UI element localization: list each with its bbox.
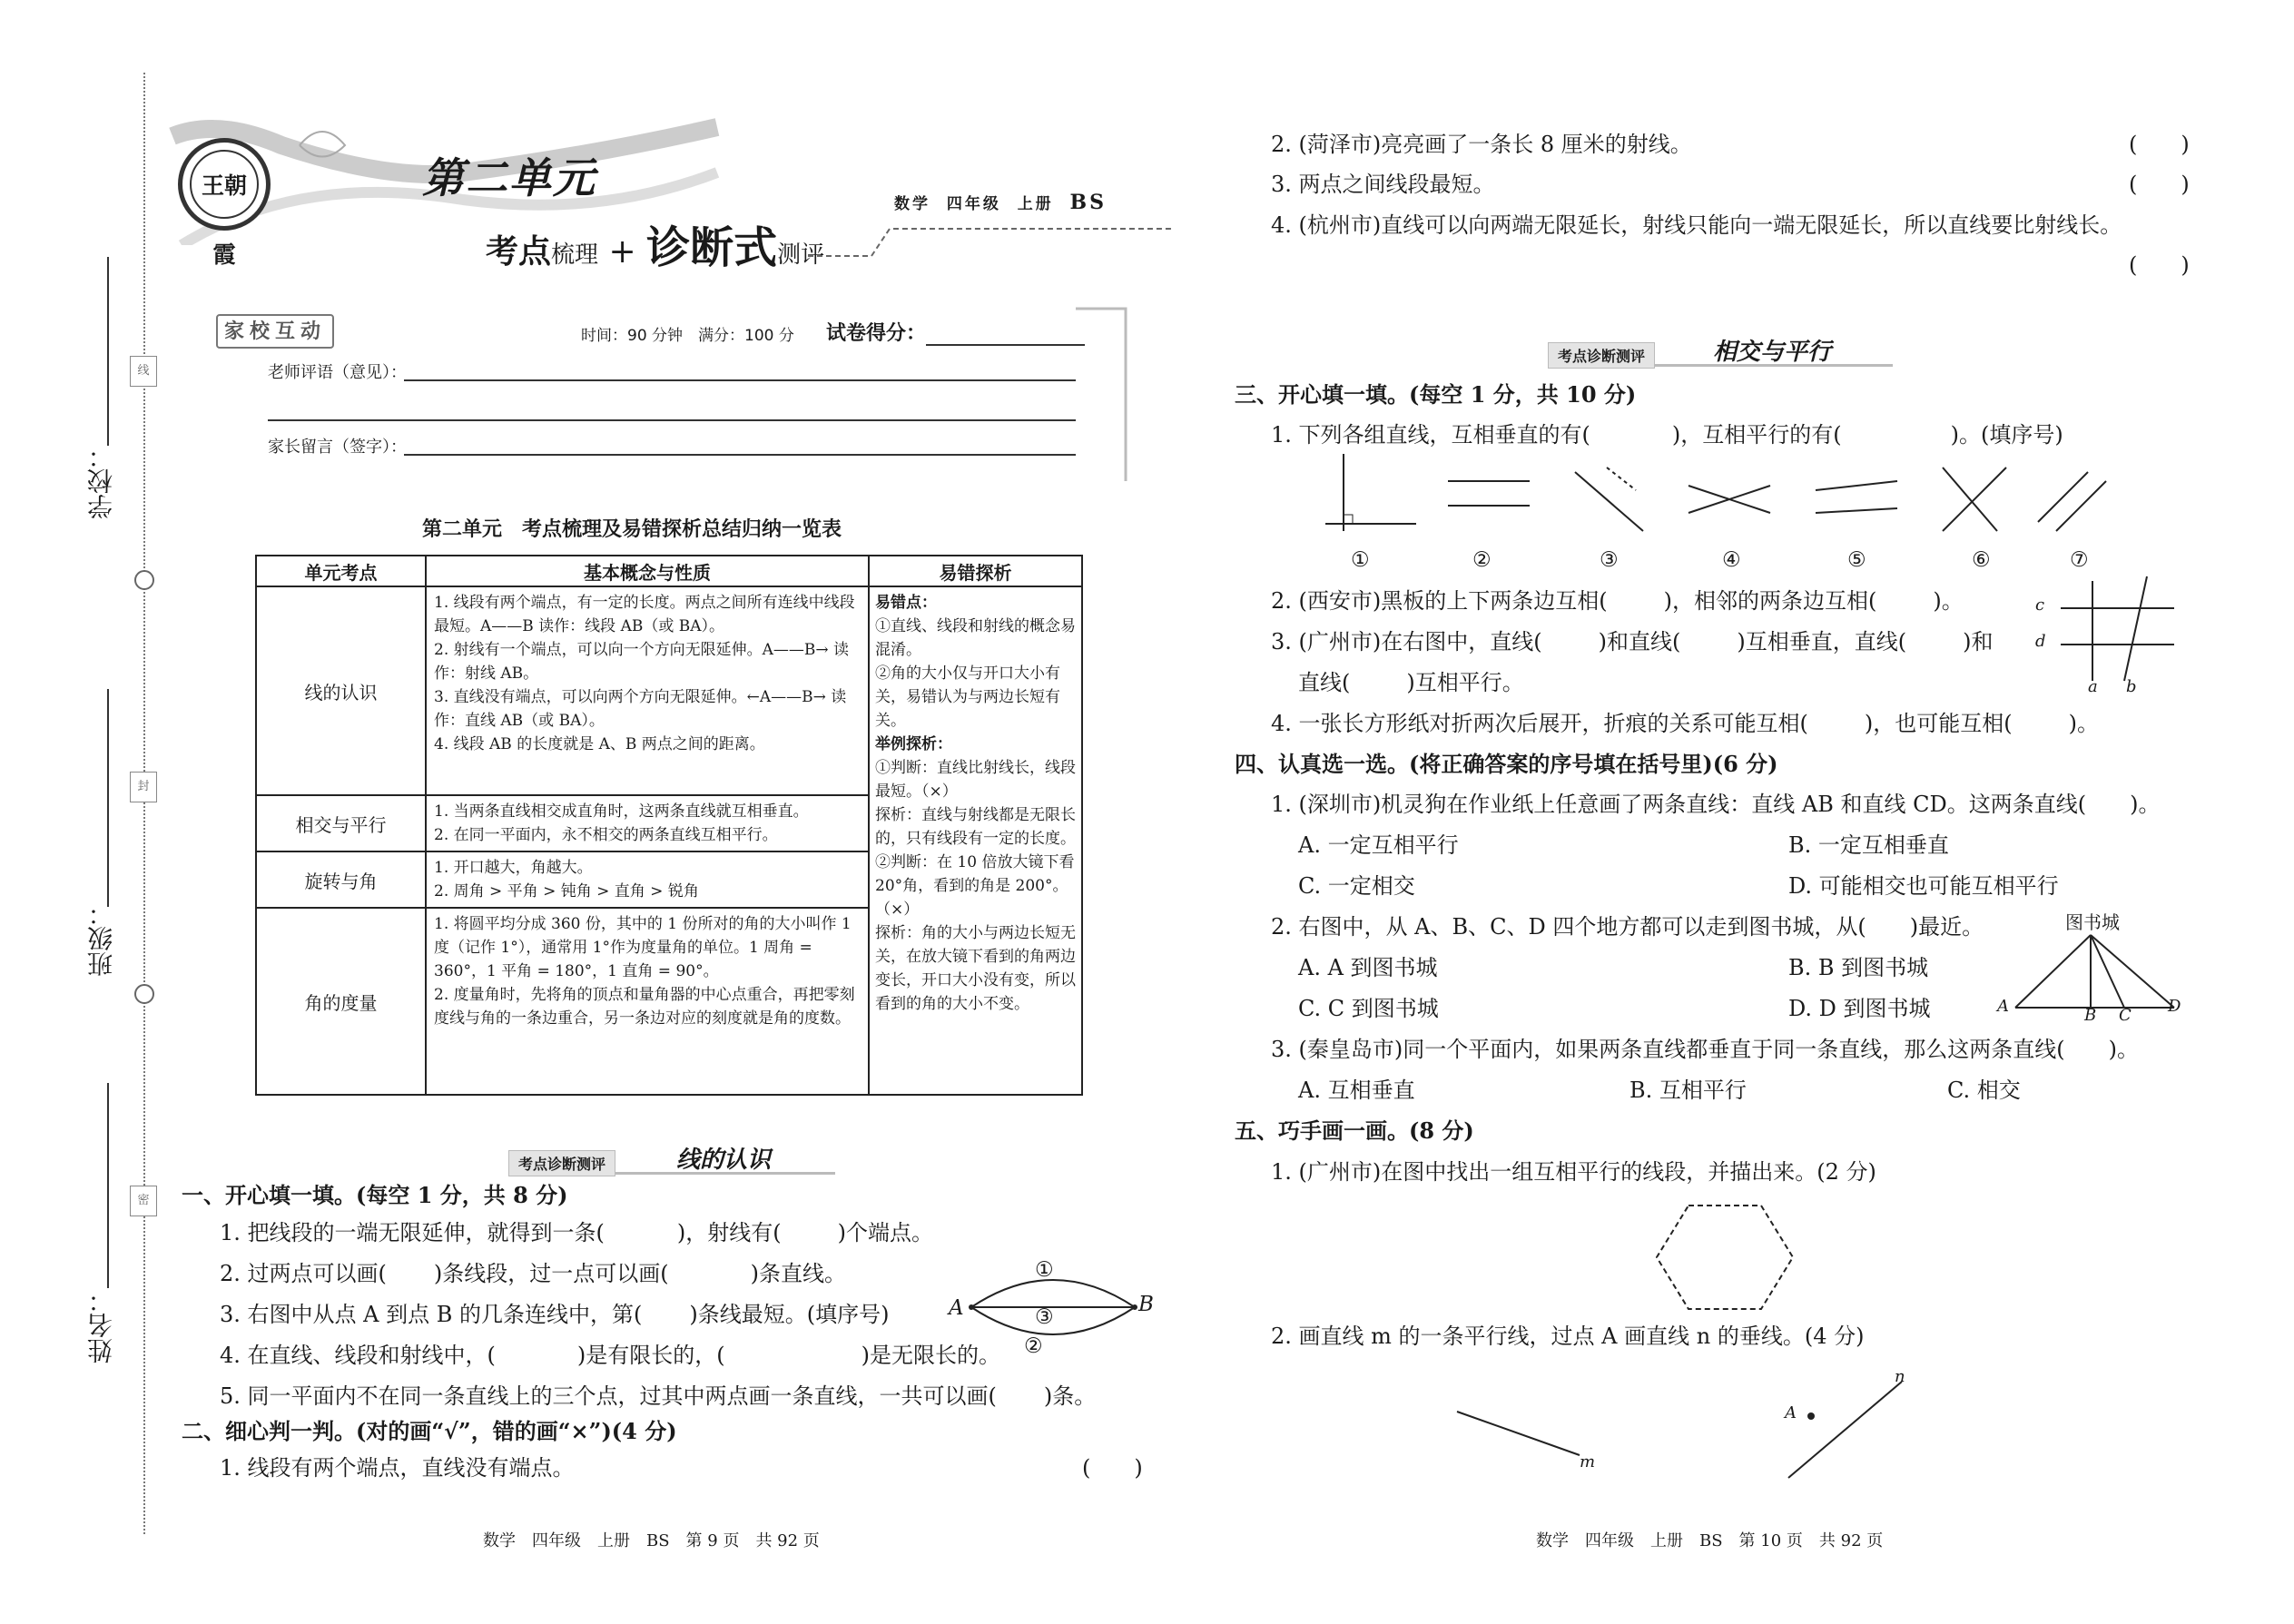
- banner-tag: 考点诊断测评: [508, 1150, 615, 1176]
- q-text: 2. 过两点可以画(: [220, 1261, 387, 1286]
- fig-label-b: B: [2084, 1006, 2097, 1025]
- error-line: ①直线、线段和射线的概念易混淆。: [875, 617, 1076, 659]
- concept-cell: [426, 586, 869, 795]
- group-num: ①: [1351, 548, 1370, 572]
- line-groups-figure: [1307, 449, 2151, 540]
- fig-label-point-a: A: [1785, 1403, 1797, 1422]
- teacher-comment-label: 老师评语（意见）：: [268, 363, 407, 382]
- subtitle-d: 测评: [777, 241, 825, 269]
- category-cell: 相交与平行: [256, 795, 426, 851]
- question-4: [220, 1340, 1000, 1371]
- full-score-text: 满分：100 分: [698, 327, 794, 345]
- group-num: ④: [1722, 548, 1741, 572]
- table-header: 单元考点: [256, 556, 426, 586]
- error-line: 易错点：: [875, 594, 937, 612]
- logo-text: 王朝霞: [190, 150, 259, 219]
- choice-1-opt-b[interactable]: B. 一定互相垂直: [1788, 832, 1949, 858]
- q-text: 2. (西安市)黑板的上下两条边互相(: [1271, 588, 1608, 614]
- fig-label-c: C: [2119, 1006, 2132, 1025]
- q-text: )条直线。: [750, 1261, 846, 1286]
- footer-left: 数学 四年级 上册 BS 第 9 页 共 92 页: [483, 1531, 820, 1550]
- question-3: [220, 1299, 889, 1330]
- summary-title: 第二单元 考点梳理及易错探析总结归纳一览表: [422, 518, 842, 541]
- choice-2-opt-b[interactable]: B. B 到图书城: [1788, 955, 1929, 980]
- exam-time: [581, 322, 794, 345]
- fill-3: [1271, 626, 1993, 657]
- choice-2-opt-d[interactable]: D. D 到图书城: [1788, 996, 1931, 1021]
- choice-3-opt-c[interactable]: C. 相交: [1947, 1078, 2021, 1103]
- seal-mark: 密: [130, 1186, 157, 1216]
- publisher-logo: [178, 138, 271, 268]
- q-text: 4. 在直线、线段和射线中，(: [220, 1343, 496, 1368]
- fill-2: [1271, 586, 1964, 616]
- fig-label-a: A: [949, 1296, 964, 1320]
- section-3-heading: 三、开心填一填。(每空 1 分，共 10 分): [1235, 381, 1637, 408]
- q-text: )和直线(: [1598, 629, 1681, 655]
- fig-label-a: A: [1997, 997, 2009, 1016]
- school-field[interactable]: [107, 257, 109, 446]
- subtitle-c: 诊断式: [646, 222, 778, 273]
- error-line: 探析：直线与射线都是无限长的，只有线段有一定的长度。: [875, 806, 1076, 848]
- concept-cell: [426, 851, 869, 908]
- choice-1-opt-a[interactable]: A. 一定互相平行: [1298, 832, 1459, 858]
- family-box-corner: [1071, 300, 1135, 508]
- score-field[interactable]: [926, 344, 1085, 346]
- subtitle-b: 梳理: [551, 241, 599, 269]
- section-banner-lines: [508, 1139, 835, 1179]
- hexagon-figure[interactable]: [1652, 1198, 1797, 1316]
- judge-4-paren[interactable]: ( ): [2129, 252, 2190, 278]
- judge-1-paren[interactable]: ( ): [1082, 1455, 1143, 1481]
- concept-point: 2. 周角 > 平角 > 钝角 > 直角 > 锐角: [434, 882, 699, 901]
- meta-grade: 四年级: [946, 195, 1001, 213]
- meta-edition: BS: [1069, 191, 1108, 214]
- fig-label-m: m: [1580, 1452, 1596, 1471]
- fig-label-d: D: [2168, 997, 2181, 1016]
- section-2-heading: 二、细心判一判。(对的画“√”，错的画“×”)(4 分): [182, 1418, 677, 1444]
- concept-point: 1. 线段有两个端点，有一定的长度。两点之间所有连线中线段最短。A——B 读作：线段 AB（或 BA）。: [434, 594, 855, 635]
- subtitle-plus: +: [608, 233, 636, 271]
- teacher-comment-line-2[interactable]: [268, 419, 1076, 421]
- concept-point: 1. 当两条直线相交成直角时，这两条直线就互相垂直。: [434, 802, 809, 821]
- error-analysis-cell: [869, 586, 1082, 1095]
- group-num: ⑦: [2070, 548, 2089, 572]
- q-text: 3. 右图中从点 A 到点 B 的几条连线中，第(: [220, 1302, 643, 1327]
- choice-1: 1. (深圳市)机灵狗在作业纸上任意画了两条直线：直线 AB 和直线 CD。这两条直线( )。: [1271, 792, 2161, 817]
- banner-title: 相交与平行: [1713, 339, 1832, 366]
- draw-2: 2. 画直线 m 的一条平行线，过点 A 画直线 n 的垂线。(4 分): [1271, 1324, 1865, 1349]
- q-text: )条线最短。(填序号): [689, 1302, 890, 1327]
- concept-point: 3. 直线没有端点，可以向两个方向无限延伸。←A——B→ 读作：直线 AB（或 BA）。: [434, 688, 847, 730]
- parent-comment-field[interactable]: [404, 454, 1076, 456]
- group-num: ⑤: [1847, 548, 1866, 572]
- choice-2-opt-c[interactable]: C. C 到图书城: [1298, 996, 1439, 1021]
- q-text: )，射线有(: [676, 1220, 782, 1245]
- class-field[interactable]: [107, 689, 109, 907]
- judge-2-paren[interactable]: ( ): [2129, 132, 2190, 157]
- q-text: 1. 下列各组直线，互相垂直的有(: [1271, 422, 1590, 448]
- banner-tag: 考点诊断测评: [1548, 342, 1655, 369]
- subtitle: [486, 212, 824, 275]
- q-text: )条线段，过一点可以画(: [433, 1261, 669, 1286]
- fig-curve-2: ②: [1024, 1334, 1043, 1358]
- error-line: 探析：角的大小与两边长短无关，在放大镜下看到的角两边变长，开口大小没有变，所以看到的角的大小不变。: [875, 924, 1076, 1013]
- section-4-heading: 四、认真选一选。(将正确答案的序号填在括号里)(6 分): [1235, 751, 1778, 777]
- group-num: ⑥: [1972, 548, 1991, 572]
- fill-1: [1271, 419, 2063, 450]
- concept-point: 2. 在同一平面内，永不相交的两条直线互相平行。: [434, 826, 778, 844]
- judge-2: 2. (菏泽市)亮亮画了一条长 8 厘米的射线。: [1271, 132, 1692, 157]
- family-school-tag: 家校互动: [216, 314, 334, 349]
- seal-mark: 线: [130, 356, 157, 387]
- class-label: 班级：: [86, 901, 116, 977]
- q-text: )，互相平行的有(: [1671, 422, 1842, 448]
- category-cell: 角的度量: [256, 908, 426, 1095]
- q-text: )个端点。: [837, 1220, 933, 1245]
- table-header: 易错探析: [869, 556, 1082, 586]
- choice-2-opt-a[interactable]: A. A 到图书城: [1298, 955, 1438, 980]
- q-text: )，相邻的两条边互相(: [1663, 588, 1877, 614]
- q-text: 4. 一张长方形纸对折两次后展开，折痕的关系可能互相(: [1271, 711, 1808, 736]
- q-text: )。(填序号): [1950, 422, 2063, 448]
- choice-1-opt-c[interactable]: C. 一定相交: [1298, 873, 1415, 899]
- header-meta: [894, 191, 1107, 214]
- binding-hole: [134, 984, 154, 1004]
- parent-comment-label: 家长留言（签字）：: [268, 438, 407, 457]
- score-label: [826, 318, 1085, 346]
- draw-1: 1. (广州市)在图中找出一组互相平行的线段，并描出来。(2 分): [1271, 1159, 1876, 1185]
- q-text: )。: [1933, 588, 1964, 614]
- fig-label-a: a: [2088, 677, 2098, 696]
- group-num: ③: [1600, 548, 1619, 572]
- score-label-text: 试卷得分：: [826, 321, 927, 345]
- error-line: ②判断：在 10 倍放大镜下看 20°角，看到的角是 200°。（×）: [875, 853, 1075, 919]
- school-label: 学校：: [86, 443, 116, 519]
- judge-3: 3. 两点之间线段最短。: [1271, 172, 1495, 197]
- category-cell: 线的认识: [256, 586, 426, 795]
- section-1-heading: 一、开心填一填。(每空 1 分，共 8 分): [182, 1182, 568, 1208]
- question-5: [220, 1381, 1096, 1412]
- q-text: )和: [1963, 629, 1994, 655]
- choice-3: 3. (秦皇岛市)同一个平面内，如果两条直线都垂直于同一条直线，那么这两条直线( )。: [1271, 1037, 2139, 1062]
- judge-4: 4. (杭州市)直线可以向两端无限延长，射线只能向一端无限延长，所以直线要比射线长。: [1271, 212, 2122, 238]
- fig-label-n: n: [1895, 1367, 1905, 1386]
- choice-3-opt-b[interactable]: B. 互相平行: [1629, 1078, 1747, 1103]
- fill-3b: [1298, 667, 1524, 698]
- q-text: 3. (广州市)在右图中，直线(: [1271, 629, 1542, 655]
- error-line: ②角的大小仅与开口大小有关，易错认为与两边长短有关。: [875, 664, 1060, 730]
- judge-3-paren[interactable]: ( ): [2129, 172, 2190, 197]
- summary-table: [255, 555, 1083, 1096]
- question-2: [220, 1258, 846, 1289]
- concept-point: 1. 将圆平均分成 360 份，其中的 1 份所对的角的大小叫作 1 度（记作 1°），通常用 1°作为度量角的单位。1 周角 = 360°，1 平角 = 180°，1 直角 = 90°。: [434, 915, 852, 980]
- judge-1: 1. 线段有两个端点，直线没有端点。: [220, 1455, 575, 1481]
- choice-3-opt-a[interactable]: A. 互相垂直: [1298, 1078, 1415, 1103]
- table-header: 基本概念与性质: [426, 556, 869, 586]
- q-text: )是无限长的。: [861, 1343, 1000, 1368]
- unit-title: 第二单元: [422, 153, 596, 202]
- fig-curve-3: ③: [1035, 1305, 1054, 1329]
- binding-dotted-line: [143, 73, 145, 1534]
- error-line: 举例探析：: [875, 735, 952, 753]
- teacher-comment-field[interactable]: [404, 379, 1076, 381]
- q-text: )，也可能互相(: [1864, 711, 2013, 736]
- meta-volume: 上册: [1017, 195, 1054, 213]
- q-text: )互相平行。: [1406, 670, 1524, 695]
- time-text: 时间：90 分钟: [581, 327, 684, 345]
- footer-right: 数学 四年级 上册 BS 第 10 页 共 92 页: [1536, 1531, 1884, 1550]
- q-text: )互相垂直，直线(: [1737, 629, 1907, 655]
- concept-point: 2. 射线有一个端点，可以向一个方向无限延伸。A——B→ 读作：射线 AB。: [434, 641, 850, 683]
- fig-label-b: b: [2126, 677, 2137, 696]
- fill-4: [1271, 708, 2099, 739]
- q-text: 1. 把线段的一端无限延伸，就得到一条(: [220, 1220, 605, 1245]
- fig-label-c: c: [2035, 595, 2045, 615]
- question-1: [220, 1217, 933, 1248]
- choice-2: 2. 右图中，从 A、B、C、D 四个地方都可以走到图书城，从( )最近。: [1271, 914, 1984, 940]
- name-field[interactable]: [107, 1083, 109, 1288]
- q-text: )是有限长的，(: [576, 1343, 725, 1368]
- name-label: 姓名：: [86, 1287, 116, 1363]
- concept-point: 2. 度量角时，先将角的顶点和量角器的中心点重合，再把零刻度线与角的一条边重合，另一条边对应的刻度就是角的度数。: [434, 986, 855, 1028]
- fig-label-b: B: [1138, 1293, 1154, 1316]
- group-num: ②: [1472, 548, 1492, 572]
- q-text: )。: [2068, 711, 2099, 736]
- choice-1-opt-d[interactable]: D. 可能相交也可能互相平行: [1788, 873, 2059, 899]
- cross-lines-figure: [2043, 572, 2179, 690]
- q-text: 直线(: [1298, 670, 1351, 695]
- concept-cell: [426, 795, 869, 851]
- binding-hole: [134, 570, 154, 590]
- draw-lines-figure[interactable]: [1443, 1362, 1934, 1489]
- q-text: )条。: [1043, 1383, 1097, 1409]
- concept-point: 4. 线段 AB 的长度就是 A、B 两点之间的距离。: [434, 735, 765, 753]
- section-5-heading: 五、巧手画一画。(8 分): [1235, 1117, 1474, 1144]
- concept-cell: [426, 908, 869, 1095]
- seal-mark: 封: [130, 772, 157, 802]
- banner-title: 线的认识: [676, 1147, 772, 1174]
- fig-curve-1: ①: [1035, 1258, 1054, 1282]
- error-line: ①判断：直线比射线长，线段最短。（×）: [875, 759, 1076, 801]
- q-text: 5. 同一平面内不在同一条直线上的三个点，过其中两点画一条直线，一共可以画(: [220, 1383, 997, 1409]
- subtitle-a: 考点: [486, 232, 552, 271]
- meta-subject: 数学: [894, 195, 930, 213]
- category-cell: 旋转与角: [256, 851, 426, 908]
- concept-point: 1. 开口越大，角越大。: [434, 859, 593, 877]
- fig-label-d: d: [2035, 632, 2046, 651]
- section-banner-parallel: [1548, 331, 1893, 371]
- fig-book-city: 图书城: [2065, 911, 2120, 933]
